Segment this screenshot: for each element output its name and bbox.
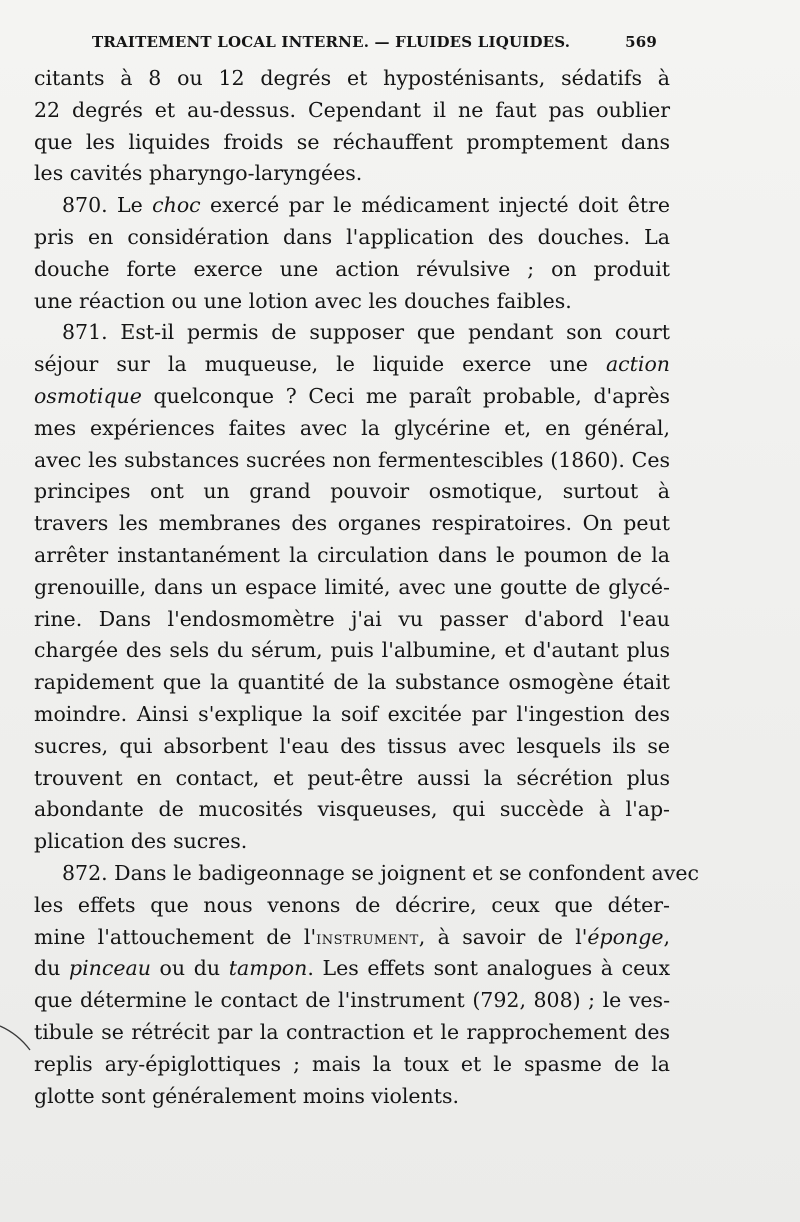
page-number: 569 — [625, 33, 657, 51]
text-line: travers les membranes des organes respiratoires. On peut — [34, 511, 670, 536]
text-line: que les liquides froids se réchauffent promptement dans — [34, 129, 670, 154]
italic-term: osmotique — [34, 383, 142, 408]
text-span: du — [34, 956, 69, 981]
text-line: principes ont un grand pouvoir osmotique, surtout à — [34, 479, 670, 504]
text-span: . Les effets sont analogues à ceux — [307, 956, 671, 981]
paragraph-872-start: 872. Dans le badigeonnage se joignent et se confondent avec — [62, 860, 699, 885]
text-span: quelconque ? Ceci me paraît probable, d'après — [141, 383, 670, 408]
text-span: mine l'attouchement de l' — [34, 924, 317, 949]
text-line: pris en considération dans l'application des douches. La — [34, 224, 670, 249]
text-line: 22 degrés et au-dessus. Cependant il ne faut pas oublier — [34, 97, 670, 122]
text-line: arrêter instantanément la circulation dans le poumon de la — [34, 542, 670, 567]
italic-term: pinceau — [68, 956, 151, 981]
text-line: avec les substances sucrées non fermentescibles (1860). Ces — [34, 447, 670, 472]
text-line: glotte sont généralement moins violents. — [34, 1083, 460, 1108]
italic-term: choc — [152, 193, 201, 218]
italic-term: éponge — [587, 924, 664, 949]
text-span: 870. Le — [62, 193, 153, 218]
paragraph-871-start: 871. Est-il permis de supposer que pendant son court — [62, 320, 670, 345]
text-line: trouvent en contact, et peut-être aussi la sécrétion plus — [34, 765, 670, 790]
text-span: , à savoir de l' — [418, 924, 588, 949]
text-line — [34, 922, 670, 954]
italic-term: action — [605, 352, 670, 377]
text-line: sucres, qui absorbent l'eau des tissus avec lesquels ils se — [34, 733, 670, 758]
text-line: les effets que nous venons de décrire, ceux que déter- — [34, 892, 670, 917]
text-span: séjour sur la muqueuse, le liquide exerce une — [34, 352, 606, 377]
text-span: , — [663, 924, 670, 949]
text-line: plication des sucres. — [34, 829, 248, 854]
text-line: rine. Dans l'endosmomètre j'ai vu passer d'abord l'eau — [34, 606, 670, 631]
text-span: ou du — [150, 956, 229, 981]
italic-term: tampon — [228, 956, 308, 981]
text-line: grenouille, dans un espace limité, avec une goutte de glycé- — [34, 574, 670, 599]
running-title: TRAITEMENT LOCAL INTERNE. — FLUIDES LIQUIDES. — [92, 33, 571, 51]
small-caps-term: instrument — [316, 927, 419, 949]
text-line: moindre. Ainsi s'explique la soif excitée par l'ingestion des — [34, 701, 670, 726]
margin-curve-mark — [0, 1020, 34, 1060]
body-text — [34, 63, 699, 1112]
text-span: exercé par le médicament injecté doit être — [200, 193, 670, 218]
text-line: douche forte exerce une action révulsive ; on produit — [34, 256, 670, 281]
text-line: que détermine le contact de l'instrument (792, 808) ; le ves- — [34, 988, 670, 1013]
text-line: abondante de mucosités visqueuses, qui succède à l'ap- — [34, 797, 670, 822]
text-line: citants à 8 ou 12 degrés et hyposténisants, sédatifs à — [34, 66, 670, 90]
text-line: chargée des sels du sérum, puis l'albumine, et d'autant plus — [34, 638, 670, 663]
text-line — [34, 953, 670, 985]
text-line: rapidement que la quantité de la substance osmogène était — [34, 670, 670, 695]
text-line — [34, 381, 670, 413]
running-head — [92, 33, 657, 57]
text-line: mes expériences faites avec la glycérine et, en général, — [34, 415, 670, 440]
text-line: les cavités pharyngo-laryngées. — [34, 161, 363, 186]
text-line: tibule se rétrécit par la contraction et le rapprochement des — [34, 1019, 670, 1044]
text-line: une réaction ou une lotion avec les douches faibles. — [34, 288, 572, 313]
text-line: replis ary-épiglottiques ; mais la toux et le spasme de la — [34, 1051, 670, 1076]
paragraph-870-start — [34, 190, 670, 222]
text-line — [34, 349, 670, 381]
